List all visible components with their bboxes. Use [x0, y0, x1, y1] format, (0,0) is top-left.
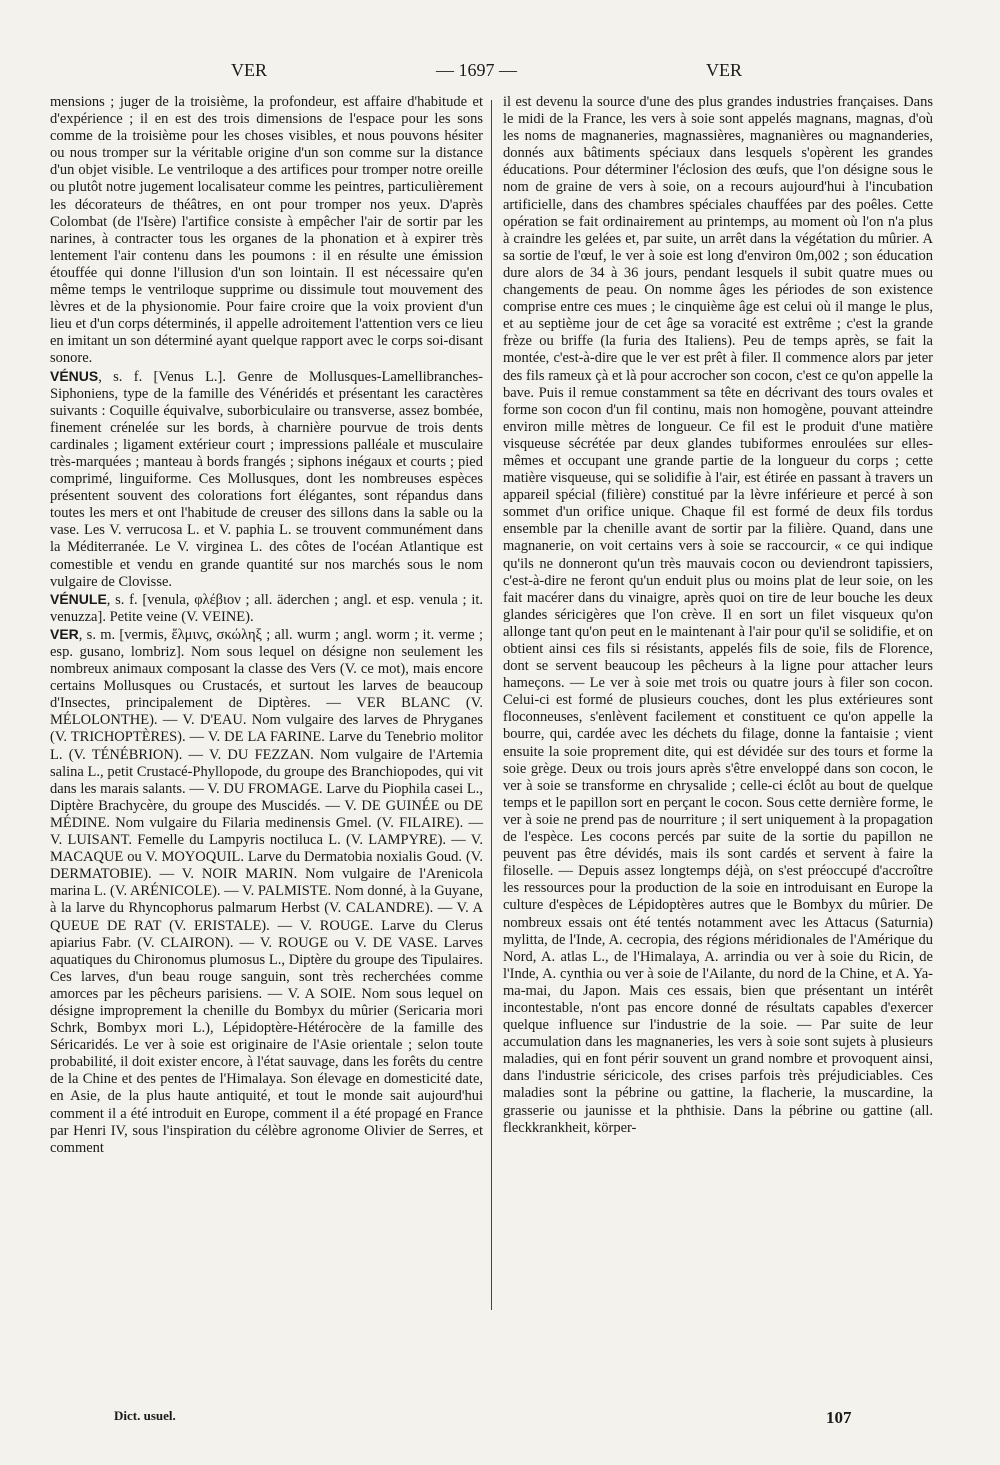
- entry-venule: [50, 591, 483, 626]
- header-right-word: VER: [706, 60, 742, 80]
- entry-headword-venus: VÉNUS: [50, 367, 99, 384]
- entry-ver: [50, 626, 483, 1157]
- ventriloquism-paragraph: mensions ; juger de la troisième, la profondeur, est affaire d'habitude et d'expérience ; il en est des trois dimensions de l'espace pour les sons comme de la troisième pour les choses visibles, et nous pouvons hésiter ou nous tromper sur la véritable origine d'un son comme sur la distance d'un objet visible. Le ventriloque a des artifices pour tromper notre oreille ou plutôt notre jugement localisateur comme les peintres, particulièrement les décorateurs de théâtres, en ont pour tromper nos yeux. D'après Colombat (de l'Isère) l'artifice consiste à empêcher l'air de sortir par les narines, à contracter tous les organes de la phonation et à expirer très lentement l'air contenu dans les poumons : il en résulte une émission étouffée qui donne l'illusion d'un son lointain. Il est nécessaire qu'en même temps le ventriloque supprime ou dissimule tout mouvement des lèvres et de la physionomie. Pour faire croire que la voix provient d'un lieu et d'un corps déterminés, il appelle adroitement l'attention vers ce lieu en imitant un son déterminé ayant quelque rapport avec le corps soi-disant sonore.: [50, 94, 483, 367]
- column-divider: [491, 100, 492, 1310]
- entry-text-ver: , s. m. [vermis, ἕλμινς, σκώληξ ; all. wurm ; angl. worm ; it. verme ; esp. gusano, lombriz]. Nom sous lequel on désigne non seulement les nombreux animaux composant la classe des Vers (V. ce mot), mais encore certains Mollusques ou Crustacés, et surtout les larves de beaucoup d'Insectes, principalement de Diptères. — VER BLANC (V. MÉLOLONTHE). — V. D'EAU. Nom vulgaire des larves de Phryganes (V. TRICHOPTÈRES). — V. DE LA FARINE. Larve du Tenebrio molitor L. (V. TÉNÉBRION). — V. DU FEZZAN. Nom vulgaire de l'Artemia salina L., petit Crustacé-Phyllopode, du groupe des Branchiopodes, qui vit dans les marais salants. — V. DU FROMAGE. Larve du Piophila casei L., Diptère Brachycère, du groupe des Muscidés. — V. DE GUINÉE ou DE MÉDINE. Nom vulgaire du Filaria medinensis Gmel. (V. FILAIRE). — V. LUISANT. Femelle du Lampyris noctiluca L. (V. LAMPYRE). — V. MACAQUE ou V. MOYOQUIL. Larve du Dermatobia noxialis Goud. (V. DERMATOBIE). — V. NOIR MARIN. Nom vulgaire de l'Arenicola marina L. (V. ARÉNICOLE). — V. PALMISTE. Nom donné, à la Guyane, à la larve du Rhyncophorus palmarum Herbst (V. CALANDRE). — V. A QUEUE DE RAT (V. ERISTALE). — V. ROUGE. Larve du Clerus apiarius Fabr. (V. CLAIRON). — V. ROUGE ou V. DE VASE. Larves aquatiques du Chironomus plumosus L., Diptère du groupe des Tipulaires. Ces larves, d'un beau rouge sanguin, sont très recherchées comme amorces par les pêcheurs parisiens. — V. A SOIE. Nom sous lequel on désigne improprement la chenille du Bombyx du mûrier (Sericaria mori Schrk, Bombyx mori L.), Lépidoptère-Hétérocère de la famille des Séricaridés. Le ver à soie est originaire de l'Asie orientale ; selon toute probabilité, il doit exister encore, à l'état sauvage, dans les forêts du centre de la Chine et des pentes de l'Himalaya. Son élevage en domesticité date, en Asie, de la plus haute antiquité, et tout le monde sait aujourd'hui comment il a été introduit en Europe, comment il a été propagé en France par Henri IV, sous l'inspiration du célèbre agronome Olivier de Serres, et comment: [50, 626, 483, 1156]
- page-footer: [0, 1408, 1000, 1430]
- entry-venus: [50, 368, 483, 591]
- entry-text-venus: , s. f. [Venus L.]. Genre de Mollusques-Lamellibranches-Siphoniens, type de la famille des Vénéridés et présentant les caractères suivants : Coquille équivalve, suborbiculaire ou transverse, assez bombée, finement crénelée sur les bords, à charnière pourvue de trois dents cardinales ; ligament extérieur court ; impressions palléale et musculaire très-marquées ; manteau à bords frangés ; siphons inégaux et courts ; pied comprimé, linguiforme. Ces Mollusques, dont les nombreuses espèces présentent souvent des colorations fort élégantes, sont répandus dans toutes les mers et ont l'habitude de creuser des sillons dans la sable ou la vase. Les V. verrucosa L. et V. paphia L. se trouvent communément dans la Méditerranée. Le V. virginea L. des côtes de l'océan Atlantique est comestible et vendu en grande quantité sur nos marchés sous le nom vulgaire de Clovisse.: [50, 368, 483, 590]
- silkworm-paragraph: il est devenu la source d'une des plus grandes industries françaises. Dans le midi de la France, les vers à soie sont appelés magnans, magnas, d'où les noms de magnaneries, magnassières, magnanières ou magnanderies, donnés aux bâtiments spéciaux dans lesquels s'opèrent les grandes éducations. Pour déterminer l'éclosion des œufs, que l'on désigne sous le nom de graine de vers à soie, on a recours aujourd'hui à l'incubation artificielle, dans des chambres spéciales chauffées par des poêles. Cette opération se fait ordinairement au printemps, au moment où l'on n'a plus à craindre les gelées et, par suite, un arrêt dans la végétation du mûrier. A sa sortie de l'œuf, le ver à soie est long d'environ 0m,002 ; son éducation dure alors de 34 à 36 jours, pendant lesquels il subit quatre mues ou changements de peau. On nomme âges les périodes de son existence comprise entre ces mues ; le cinquième âge est celui où il mange le plus, et au septième jour de cet âge sa voracité est extrême ; c'est la grande frèze ou briffe (la furia des Italiens). Peu de temps après, se fait la montée, c'est-à-dire que le ver est prêt à filer. Il commence alors par jeter des fils rameux çà et là pour accrocher son cocon, c'est ce qu'on appelle la bave. Puis il remue constamment sa tête en décrivant des tours ovales et forme son cocon d'un fil continu, mais non homogène, pouvant atteindre environ mille mètres de longueur. Ce fil est le produit d'une matière visqueuse sécrétée par deux glandes tubiformes enroulées sur elles-mêmes et occupant une grande partie de la longueur du corps ; cette matière visqueuse, qui se solidifie à l'air, est étirée en passant à travers un appareil spécial (filière) constitué par la lèvre inférieure et percé à son sommet d'un orifice unique. Chaque fil est formé de deux fils tordus ensemble par la chenille avant de sortir par la filière. Quand, dans une magnanerie, on voit certains vers à soie se raccourcir, « ce qui indique qu'ils ne donneront qu'un très mauvais cocon ou deviendront tapissiers, c'est-à-dire ne feront qu'un enduit plus ou moins plat de leur soie, on les fait macérer dans du vinaigre, après quoi on tire de leur bouche les deux glandes séricigères que l'on crève. Il en sort un filet visqueux qu'on allonge tant qu'on peut en le maintenant à l'air pour qu'il se solidifie, et on obtient ainsi ces fils si résistants, appelés fils de soie, fils de Florence, dont se servent beaucoup les pêcheurs à la ligne pour attacher leurs hameçons. — Le ver à soie met trois ou quatre jours à filer son cocon. Celui-ci est formé de plusieurs couches, dont les plus extérieures sont floconneuses, s'enlèvent facilement et constituent ce qu'on appelle la bourre, qui, cardée avec les déchets du filage, donne la fantaisie ; vient ensuite la soie proprement dite, qui est dévidée sur des tours et forme la soie grège. Deux ou trois jours après s'être enveloppé dans son cocon, le ver à soie se transforme en chrysalide ; celle-ci éclôt au bout de quelque temps et le papillon sort en perçant le cocon. Sous cette dernière forme, le ver à soie ne prend pas de nourriture ; il sert uniquement à la propagation de l'espèce. Les cocons percés par suite de la sortie du papillon ne peuvent pas être dévidés, mais ils sont cardés et servent à faire la filoselle. — Depuis assez longtemps déjà, on s'est préoccupé d'accroître les ressources pour la production de la soie en introduisant en Europe la culture d'espèces de Lépidoptères autres que le Bombyx du mûrier. De nombreux essais ont été tentés notamment avec les Attacus (Saturnia) mylitta, de l'Inde, A. cecropia, des régions méridionales de l'Amérique du Nord, A. atlas L., de l'Himalaya, A. arrindia ou ver à soie du Ricin, de l'Inde, A. cynthia ou ver à soie de l'Ailante, du nord de la Chine, et A. Ya-ma-mai, du Japon. Mais ces essais, bien que présentant un intérêt incontestable, n'ont pas encore donné de résultats capables d'exercer quelque influence sur l'industrie de la soie. — Par suite de leur accumulation dans les magnaneries, les vers à soie sont sujets à plusieurs maladies, qui en font périr souvent un grand nombre et provoquent ainsi, dans l'industrie séricicole, des crises parfois très préjudiciables. Ces maladies sont la pébrine ou gattine, la flacherie, la muscardine, la grasserie ou jaunisse et la phthisie. Dans la pébrine ou gattine (all. fleckkrankheit, körper-: [503, 94, 933, 1136]
- footer-sheet-number: 107: [826, 1408, 852, 1427]
- header-left-word: VER: [231, 60, 267, 80]
- footer-signature: Dict. usuel.: [114, 1408, 176, 1423]
- entry-text-venule: , s. f. [venula, φλέβιον ; all. äderchen ; angl. et esp. venula ; it. venuzza]. Petite veine (V. VEINE).: [50, 591, 483, 625]
- page-header: [0, 60, 1000, 86]
- left-column: [50, 94, 483, 1157]
- entry-headword-ver: VER: [50, 625, 79, 642]
- right-column: [503, 94, 933, 1137]
- entry-headword-venule: VÉNULE: [50, 590, 107, 607]
- page-number-header: — 1697 —: [436, 60, 517, 80]
